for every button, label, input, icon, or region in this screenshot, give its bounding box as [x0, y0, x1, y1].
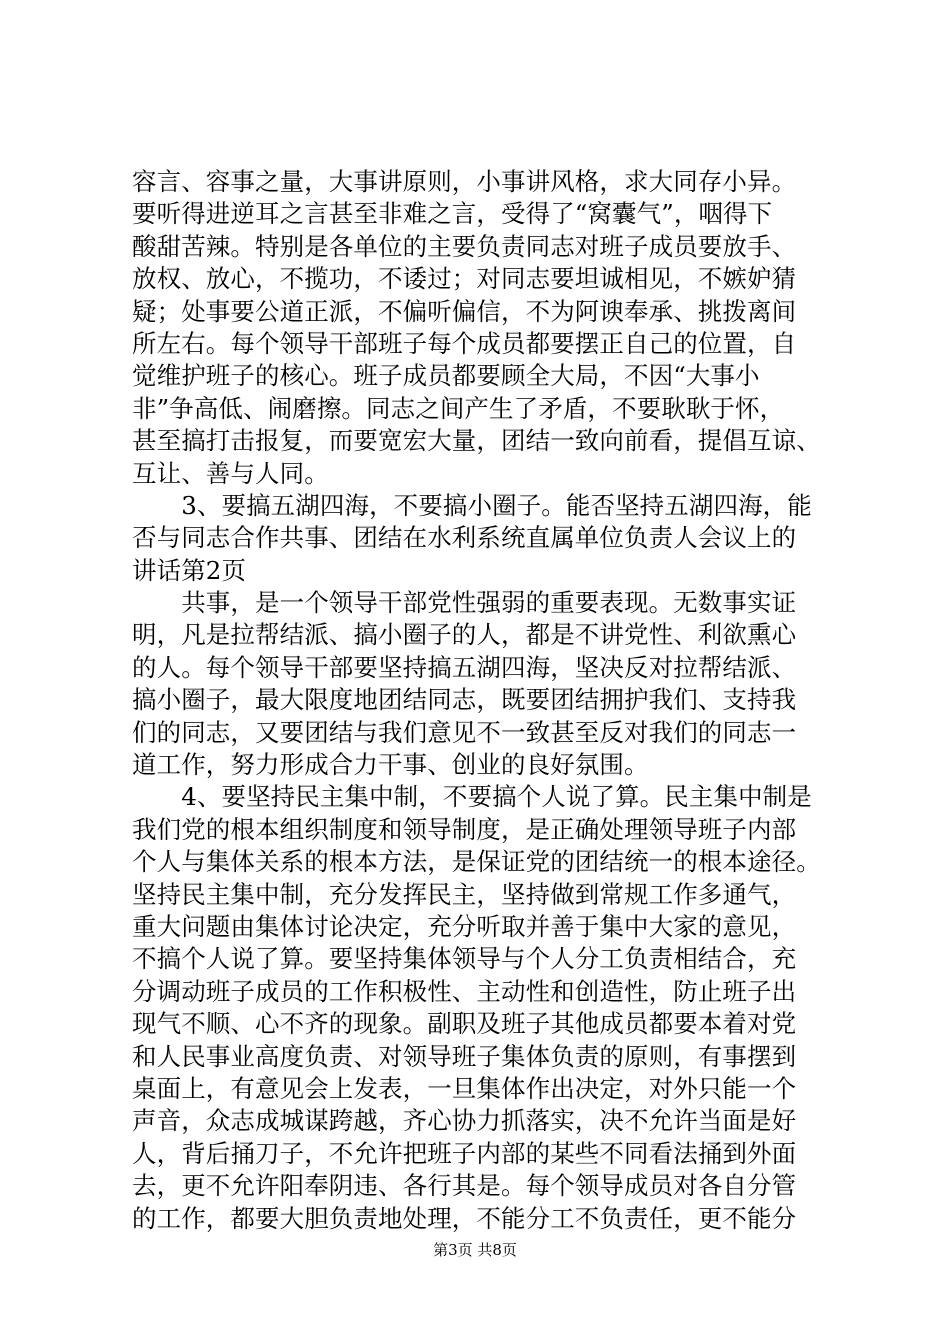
- text-line: 否与同志合作共事、团结在水利系统直属单位负责人会议上的: [132, 523, 797, 553]
- text-line: 3、要搞五湖四海，不要搞小圈子。能否坚持五湖四海，能: [132, 490, 812, 520]
- text-line: 互让、善与人同。: [132, 458, 329, 488]
- text-line: 重大问题由集体讨论决定，充分听取并善于集中大家的意见，: [132, 911, 797, 941]
- text-line: 要听得进逆耳之言甚至非难之言，受得了“窝囊气”，咽得下: [132, 199, 773, 229]
- text-line: 4、要坚持民主集中制，不要搞个人说了算。民主集中制是: [132, 782, 812, 812]
- text-line: 甚至搞打击报复，而要宽宏大量，团结一致向前看，提倡互谅、: [132, 426, 821, 456]
- page-number-footer: 第3页 共8页: [433, 1241, 517, 1259]
- text-line: 声音，众志成城谋跨越，齐心协力抓落实，决不允许当面是好: [132, 1106, 797, 1136]
- text-line: 现气不顺、心不齐的现象。副职及班子其他成员都要本着对党: [132, 1009, 797, 1039]
- text-line: 共事，是一个领导干部党性强弱的重要表现。无数事实证: [132, 588, 797, 618]
- body-text: [132, 166, 832, 1235]
- text-line: 我们党的根本组织制度和领导制度，是正确处理领导班子内部: [132, 814, 797, 844]
- text-line: 明，凡是拉帮结派、搞小圈子的人，都是不讲党性、利欲熏心: [132, 620, 797, 650]
- text-line: 非”争高低、闹磨擦。同志之间产生了矛盾，不要耿耿于怀，: [132, 393, 785, 423]
- text-line: 酸甜苦辣。特别是各单位的主要负责同志对班子成员要放手、: [132, 231, 797, 261]
- text-line: 疑；处事要公道正派，不偏听偏信，不为阿谀奉承、挑拨离间: [132, 296, 797, 326]
- text-line: 觉维护班子的核心。班子成员都要顾全大局，不因“大事小: [132, 361, 760, 391]
- text-line: 搞小圈子，最大限度地团结同志，既要团结拥护我们、支持我: [132, 685, 797, 715]
- text-line: 所左右。每个领导干部班子每个成员都要摆正自己的位置，自: [132, 328, 797, 358]
- text-line: 放权、放心，不揽功，不诿过；对同志要坦诚相见，不嫉妒猜: [132, 264, 797, 294]
- text-line: 桌面上，有意见会上发表，一旦集体作出决定，对外只能一个: [132, 1073, 797, 1103]
- text-line: 们的同志，又要团结与我们意见不一致甚至反对我们的同志一: [132, 717, 797, 747]
- text-line: 讲话第2页: [132, 555, 247, 585]
- text-line: 分调动班子成员的工作积极性、主动性和创造性，防止班子出: [132, 976, 797, 1006]
- text-line: 道工作，努力形成合力干事、创业的良好氛围。: [132, 750, 649, 780]
- text-line: 和人民事业高度负责、对领导班子集体负责的原则，有事摆到: [132, 1041, 797, 1071]
- text-line: 的人。每个领导干部要坚持搞五湖四海，坚决反对拉帮结派、: [132, 652, 797, 682]
- text-line: 坚持民主集中制，充分发挥民主，坚持做到常规工作多通气，: [132, 879, 797, 909]
- text-line: 个人与集体关系的根本方法，是保证党的团结统一的根本途径。: [132, 847, 821, 877]
- text-line: 不搞个人说了算。要坚持集体领导与个人分工负责相结合，充: [132, 944, 797, 974]
- text-line: 去，更不允许阳奉阴违、各行其是。每个领导成员对各自分管: [132, 1171, 797, 1201]
- text-line: 人，背后捅刀子，不允许把班子内部的某些不同看法捅到外面: [132, 1138, 797, 1168]
- text-line: 的工作，都要大胆负责地处理，不能分工不负责任，更不能分: [132, 1203, 797, 1233]
- text-line: 容言、容事之量，大事讲原则，小事讲风格，求大同存小异。: [132, 167, 797, 196]
